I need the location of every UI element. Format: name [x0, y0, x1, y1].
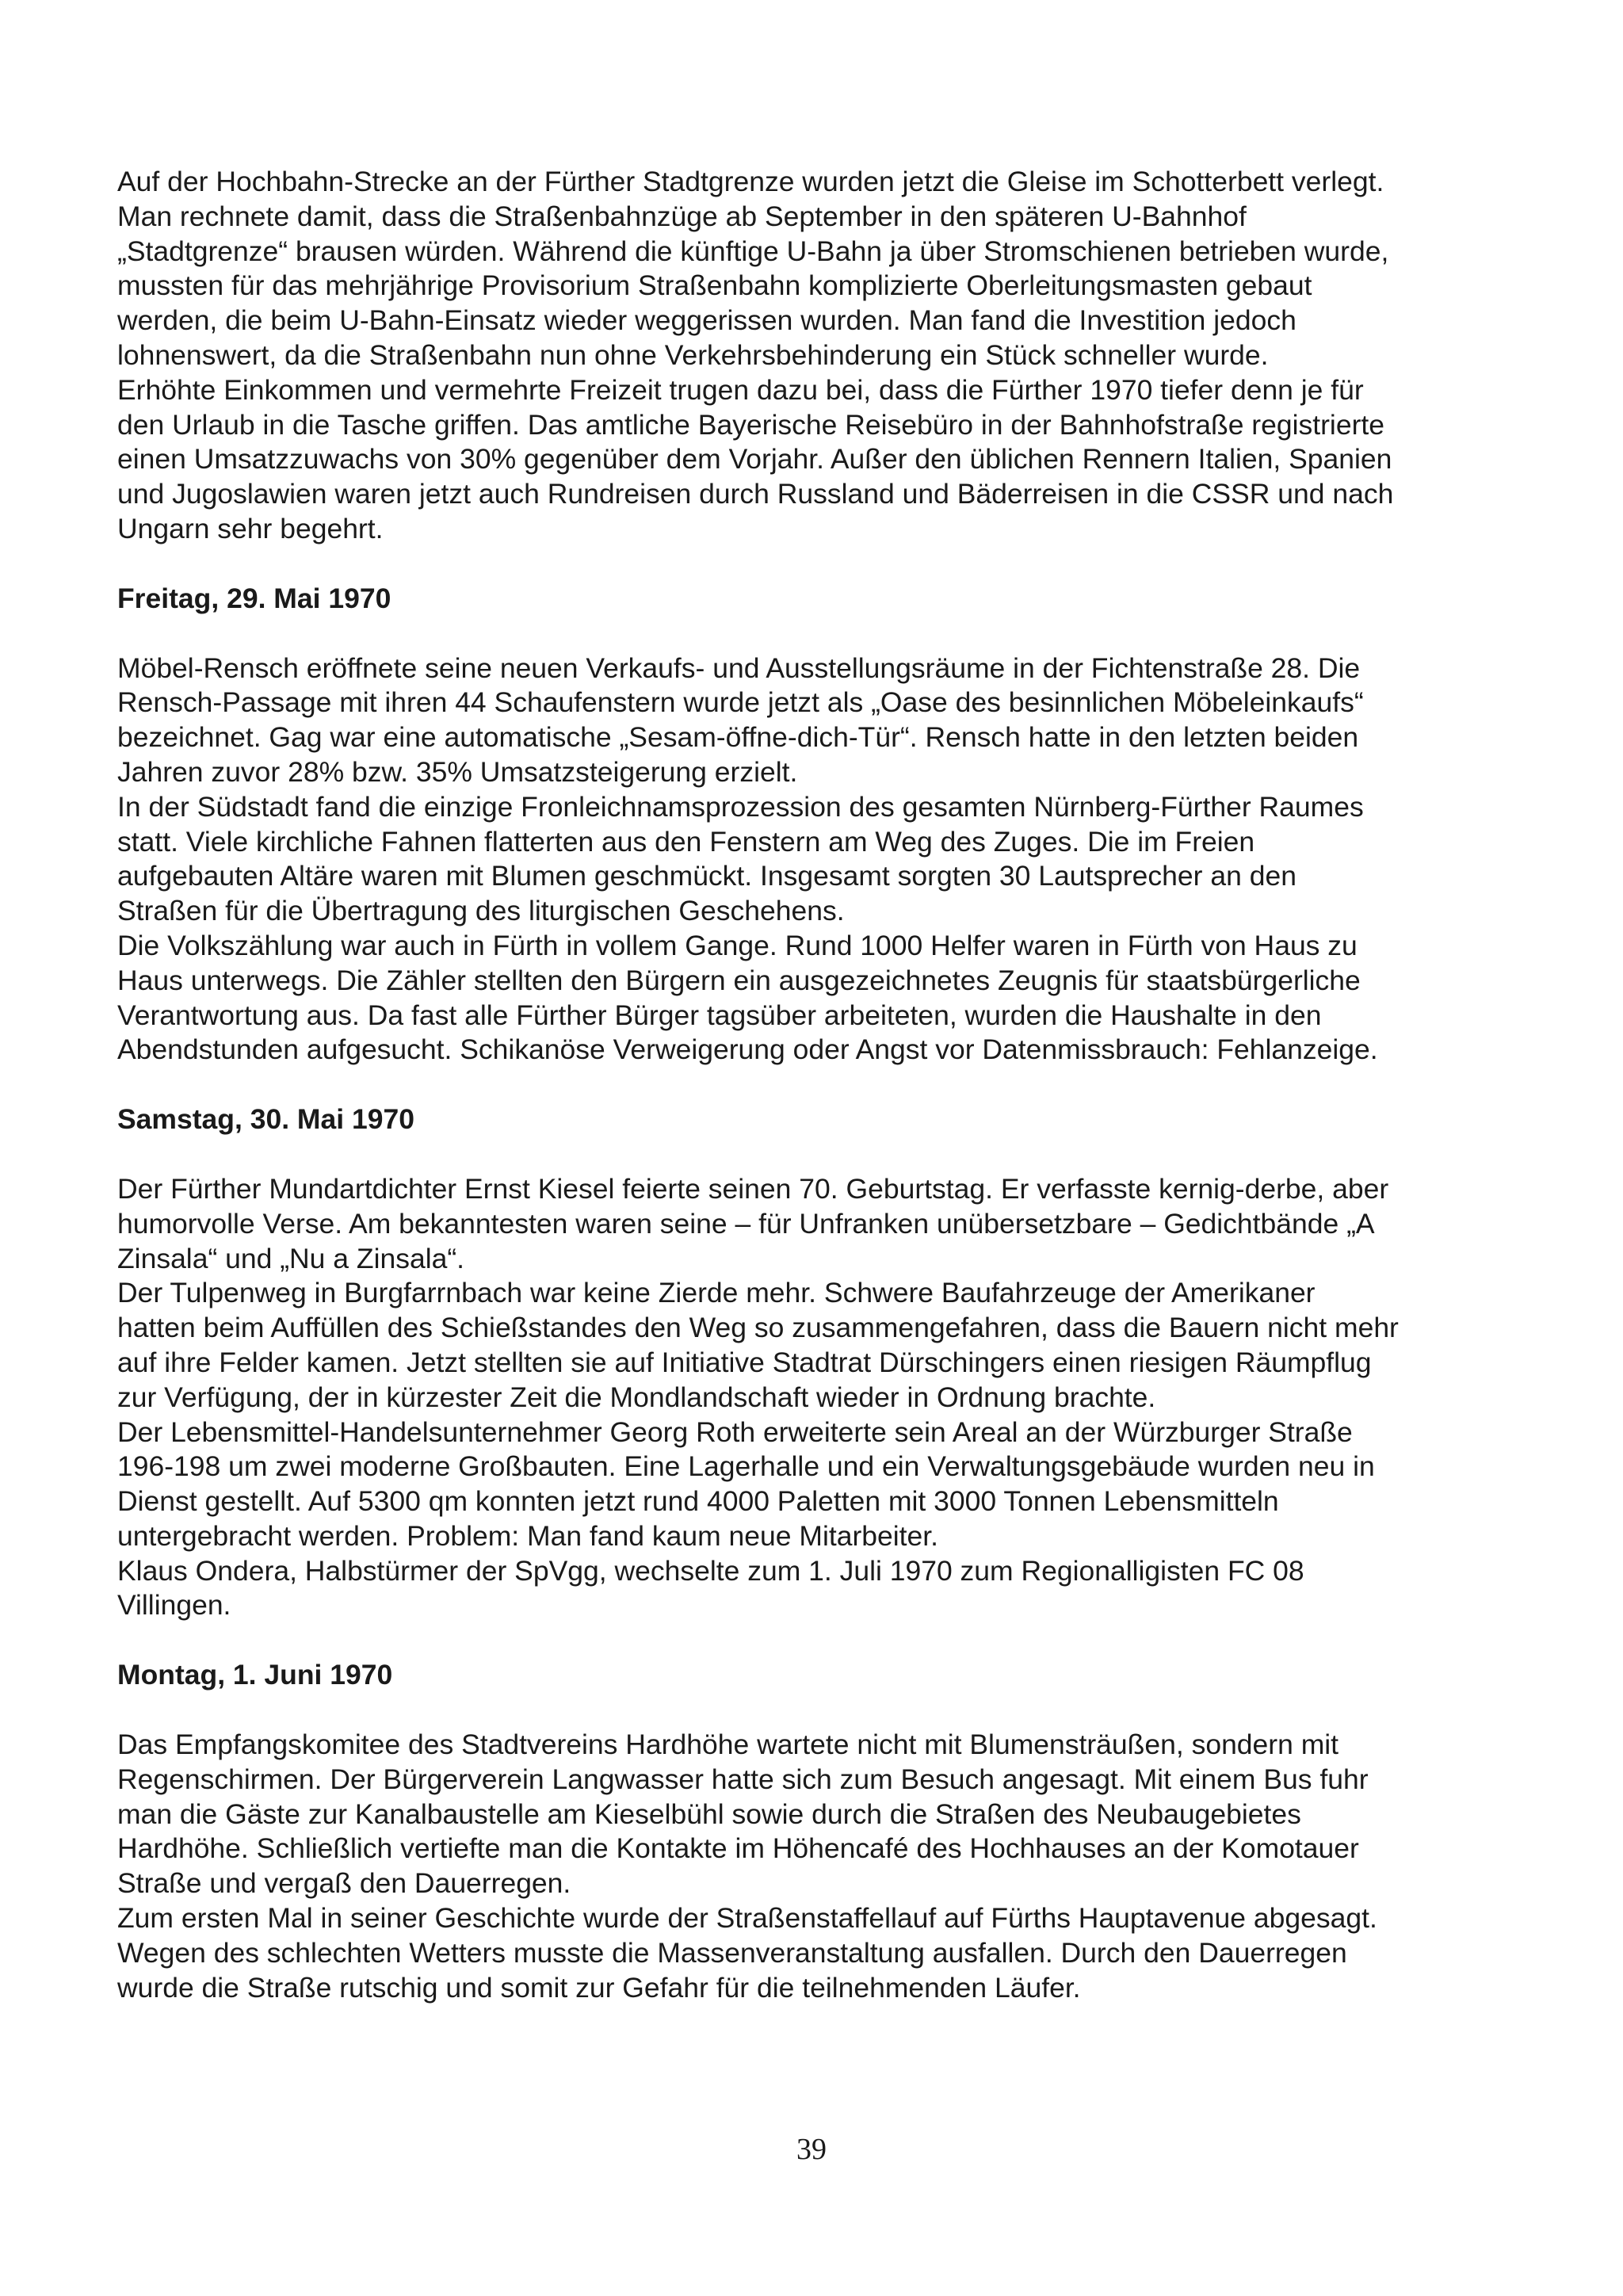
- paragraph: In der Südstadt fand die einzige Fronleichnamsprozession des gesamten Nürnberg-Fürther Raumes statt. Viele kirchliche Fahnen flatterten aus den Fenstern am Weg des Zuges. Die im Freien aufgebauten Altäre waren mit Blumen geschmückt. Insgesamt sorgten 30 Lautsprecher an den Straßen für die Übertragung des liturgischen Geschehens.: [117, 790, 1364, 927]
- section-heading: Montag, 1. Juni 1970: [117, 1659, 393, 1691]
- paragraph: Zum ersten Mal in seiner Geschichte wurde der Straßenstaffellauf auf Fürths Hauptavenue abgesagt. Wegen des schlechten Wetters musste die Massenveranstaltung ausfallen. Durch den Dauerregen wurde die Straße rutschig und somit zur Gefahr für die teilnehmenden Läufer.: [117, 1902, 1377, 2004]
- section-heading: Freitag, 29. Mai 1970: [117, 582, 391, 614]
- section-samstag-30-mai: [117, 1102, 1401, 1623]
- paragraph: Der Lebensmittel-Handelsunternehmer Georg Roth erweiterte sein Areal an der Würzburger Straße 196-198 um zwei moderne Großbauten. Eine Lagerhalle und ein Verwaltungsgebäude wurden neu in Dienst gestellt. Auf 5300 qm konnten jetzt rund 4000 Paletten mit 3000 Tonnen Lebensmitteln untergebracht werden. Problem: Man fand kaum neue Mitarbeiter.: [117, 1415, 1375, 1552]
- page-number: 39: [796, 2133, 827, 2166]
- section-heading: Samstag, 30. Mai 1970: [117, 1103, 414, 1136]
- paragraph: Erhöhte Einkommen und vermehrte Freizeit trugen dazu bei, dass die Fürther 1970 tiefer denn je für den Urlaub in die Tasche griffen. Das amtliche Bayerische Reisebüro in der Bahnhofstraße registrierte einen Umsatzzuwachs von 30% gegenüber dem Vorjahr. Außer den üblichen Rennern Italien, Spanien und Jugoslawien waren jetzt auch Rundreisen durch Russland und Bäderreisen in die CSSR und nach Ungarn sehr begehrt.: [117, 373, 1394, 544]
- paragraph: Die Volkszählung war auch in Fürth in vollem Gange. Rund 1000 Helfer waren in Fürth von Haus zu Haus unterwegs. Die Zähler stellten den Bürgern ein ausgezeichnetes Zeugnis für staatsbürgerliche Verantwortung aus. Da fast alle Fürther Bürger tagsüber arbeiteten, wurden die Haushalte in den Abendstunden aufgesucht. Schikanöse Verweigerung oder Angst vor Datenmissbrauch: Fehlanzeige.: [117, 929, 1378, 1066]
- paragraph: Auf der Hochbahn-Strecke an der Fürther Stadtgrenze wurden jetzt die Gleise im Schotterbett verlegt. Man rechnete damit, dass die Straßenbahnzüge ab September in den späteren U-Bahnhof „Stadtgrenze“ brausen würden. Während die künftige U-Bahn ja über Stromschienen betrieben wurde, mussten für das mehrjährige Provisorium Straßenbahn komplizierte Oberleitungsmasten gebaut werden, die beim U-Bahn-Einsatz wieder weggerissen wurden. Man fand die Investition jedoch lohnenswert, da die Straßenbahn nun ohne Verkehrsbehinderung ein Stück schneller wurde.: [117, 166, 1389, 371]
- section-intro: [117, 165, 1401, 547]
- paragraph: Das Empfangskomitee des Stadtvereins Hardhöhe wartete nicht mit Blumensträußen, sondern mit Regenschirmen. Der Bürgerverein Langwasser hatte sich zum Besuch angesagt. Mit einem Bus fuhr man die Gäste zur Kanalbaustelle am Kieselbühl sowie durch die Straßen des Neubaugebietes Hardhöhe. Schließlich vertiefte man die Kontakte im Höhencafé des Hochhauses an der Komotauer Straße und vergaß den Dauerregen.: [117, 1729, 1369, 1900]
- paragraph: Klaus Ondera, Halbstürmer der SpVgg, wechselte zum 1. Juli 1970 zum Regionalligisten FC 08 Villingen.: [117, 1554, 1304, 1622]
- document-body: [117, 165, 1401, 2005]
- paragraph: Der Tulpenweg in Burgfarrnbach war keine Zierde mehr. Schwere Baufahrzeuge der Amerikaner hatten beim Auffüllen des Schießstandes den Weg so zusammengefahren, dass die Bauern nicht mehr auf ihre Felder kamen. Jetzt stellten sie auf Initiative Stadtrat Dürschingers einen riesigen Räumpflug zur Verfügung, der in kürzester Zeit die Mondlandschaft wieder in Ordnung brachte.: [117, 1277, 1399, 1413]
- section-freitag-29-mai: [117, 582, 1401, 1068]
- section-montag-1-juni: [117, 1658, 1401, 2005]
- paragraph: Der Fürther Mundartdichter Ernst Kiesel feierte seinen 70. Geburtstag. Er verfasste kernig-derbe, aber humorvolle Verse. Am bekanntesten waren seine – für Unfranken unübersetzbare – Gedichtbände „A Zinsala“ und „Nu a Zinsala“.: [117, 1172, 1389, 1274]
- paragraph: Möbel-Rensch eröffnete seine neuen Verkaufs- und Ausstellungsräume in der Fichtenstraße 28. Die Rensch-Passage mit ihren 44 Schaufenstern wurde jetzt als „Oase des besinnlichen Möbeleinkaufs“ bezeichnet. Gag war eine automatische „Sesam-öffne-dich-Tür“. Rensch hatte in den letzten beiden Jahren zuvor 28% bzw. 35% Umsatzsteigerung erzielt.: [117, 651, 1364, 788]
